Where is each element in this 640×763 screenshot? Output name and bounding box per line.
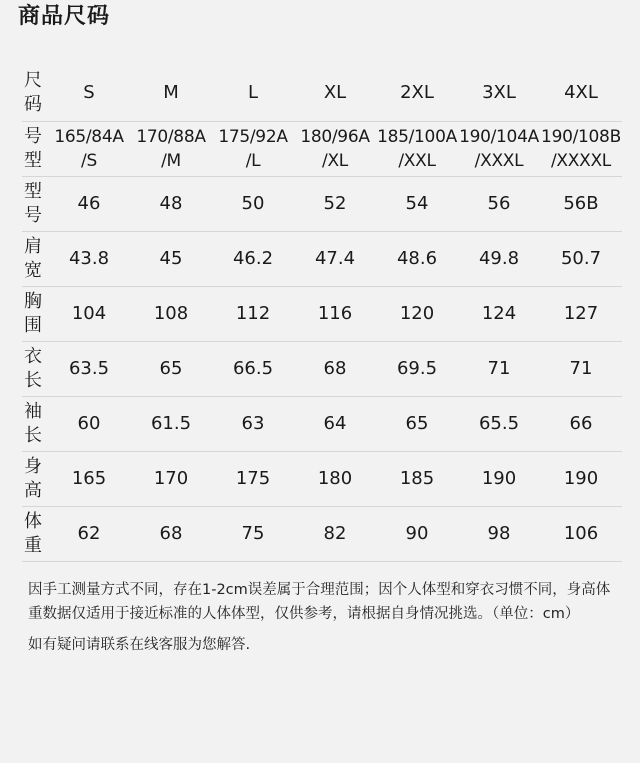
size-header-cell: XL: [294, 66, 376, 121]
table-cell: 98: [458, 506, 540, 561]
table-cell: 104: [48, 286, 130, 341]
table-cell: 56B: [540, 176, 622, 231]
table-cell-line: 180/96A: [300, 126, 370, 147]
table-cell-line: 190/104A: [459, 126, 539, 147]
table-cell-line: 190/108B: [541, 126, 621, 147]
measurement-note: 因手工测量方式不同，存在1-2cm误差属于合理范围；因个人体型和穿衣习惯不同，身高体重数据仅适用于接近标准的人体体型，仅供参考，请根据自身情况挑选。（单位：cm）: [28, 582, 611, 622]
table-cell: 64: [294, 396, 376, 451]
table-cell: [294, 121, 376, 176]
table-cell-line: /L: [245, 150, 261, 171]
table-cell: 43.8: [48, 231, 130, 286]
table-cell: 52: [294, 176, 376, 231]
row-label-char: 长: [24, 369, 42, 391]
table-cell: 124: [458, 286, 540, 341]
table-cell-line: /S: [81, 150, 97, 171]
table-cell: 56: [458, 176, 540, 231]
size-header-cell: 4XL: [540, 66, 622, 121]
table-cell: 60: [48, 396, 130, 451]
row-label: [22, 286, 48, 341]
table-cell: 48.6: [376, 231, 458, 286]
row-label: [22, 121, 48, 176]
table-cell: 54: [376, 176, 458, 231]
table-cell-line: /XXXXL: [551, 150, 611, 171]
row-label-char: 号: [24, 125, 42, 147]
size-header-cell: S: [48, 66, 130, 121]
table-cell: 66.5: [212, 341, 294, 396]
table-cell: 45: [130, 231, 212, 286]
table-cell: 63: [212, 396, 294, 451]
table-cell: 127: [540, 286, 622, 341]
table-cell: [48, 121, 130, 176]
table-cell: 71: [458, 341, 540, 396]
table-cell-line: /XL: [322, 150, 348, 171]
row-label-char: 体: [24, 510, 42, 532]
table-cell: 112: [212, 286, 294, 341]
row-label-char: 号: [24, 204, 42, 226]
table-row: [22, 286, 622, 341]
table-cell-line: 185/100A: [377, 126, 457, 147]
table-cell: 68: [130, 506, 212, 561]
table-cell: 50: [212, 176, 294, 231]
table-cell: 108: [130, 286, 212, 341]
table-cell-line: /M: [161, 150, 181, 171]
row-label-char: 宽: [24, 259, 42, 281]
table-cell: 175: [212, 451, 294, 506]
table-cell: 49.8: [458, 231, 540, 286]
table-cell: 69.5: [376, 341, 458, 396]
row-label-char: 码: [24, 94, 42, 116]
row-label: [22, 396, 48, 451]
table-cell: 68: [294, 341, 376, 396]
row-label-char: 肩: [24, 235, 42, 257]
size-chart-table: [22, 66, 622, 562]
table-row: [22, 231, 622, 286]
table-row: [22, 121, 622, 176]
row-label-char: 胸: [24, 290, 42, 312]
table-cell: 170: [130, 451, 212, 506]
table-cell-line: 165/84A: [54, 126, 124, 147]
table-cell: [540, 121, 622, 176]
table-cell-line: 175/92A: [218, 126, 288, 147]
table-cell: [130, 121, 212, 176]
table-cell: 46: [48, 176, 130, 231]
row-label-char: 袖: [24, 400, 42, 422]
table-cell: [458, 121, 540, 176]
table-row: [22, 451, 622, 506]
row-label: [22, 231, 48, 286]
table-cell: 180: [294, 451, 376, 506]
table-cell-line: /XXXL: [474, 150, 524, 171]
row-label-char: 尺: [24, 70, 42, 92]
table-cell: 165: [48, 451, 130, 506]
row-label-char: 高: [24, 479, 42, 501]
table-cell: 46.2: [212, 231, 294, 286]
row-label: [22, 341, 48, 396]
table-cell: 90: [376, 506, 458, 561]
table-cell: [376, 121, 458, 176]
table-cell: 48: [130, 176, 212, 231]
table-cell-line: /XXL: [398, 150, 436, 171]
row-label: [22, 451, 48, 506]
table-cell: 71: [540, 341, 622, 396]
size-header-row: [22, 66, 622, 121]
table-cell: 82: [294, 506, 376, 561]
table-cell: 61.5: [130, 396, 212, 451]
page-title: 商品尺码: [18, 4, 111, 29]
row-label-char: 衣: [24, 345, 42, 367]
table-cell: 75: [212, 506, 294, 561]
table-cell: 120: [376, 286, 458, 341]
size-header-cell: 2XL: [376, 66, 458, 121]
table-cell: 62: [48, 506, 130, 561]
row-label-char: 型: [24, 180, 42, 202]
table-cell: 116: [294, 286, 376, 341]
table-cell: 47.4: [294, 231, 376, 286]
table-cell: 50.7: [540, 231, 622, 286]
table-row: [22, 176, 622, 231]
table-row: [22, 506, 622, 561]
table-cell: 65: [376, 396, 458, 451]
row-label-char: 长: [24, 424, 42, 446]
row-label: [22, 506, 48, 561]
table-cell: 65: [130, 341, 212, 396]
table-cell: 63.5: [48, 341, 130, 396]
table-cell: 66: [540, 396, 622, 451]
table-row: [22, 396, 622, 451]
table-cell-line: 170/88A: [136, 126, 206, 147]
table-cell: [212, 121, 294, 176]
table-row: [22, 341, 622, 396]
table-cell: 106: [540, 506, 622, 561]
size-header-cell: 3XL: [458, 66, 540, 121]
table-cell: 190: [540, 451, 622, 506]
contact-note: 如有疑问请联系在线客服为您解答.: [28, 637, 251, 653]
row-label-char: 重: [24, 534, 42, 556]
table-cell: 65.5: [458, 396, 540, 451]
size-notes: [28, 578, 618, 664]
row-label: [22, 176, 48, 231]
row-label: [22, 66, 48, 121]
row-label-char: 型: [24, 149, 42, 171]
row-label-char: 身: [24, 455, 42, 477]
row-label-char: 围: [24, 314, 42, 336]
size-header-cell: M: [130, 66, 212, 121]
table-cell: 190: [458, 451, 540, 506]
size-header-cell: L: [212, 66, 294, 121]
table-cell: 185: [376, 451, 458, 506]
